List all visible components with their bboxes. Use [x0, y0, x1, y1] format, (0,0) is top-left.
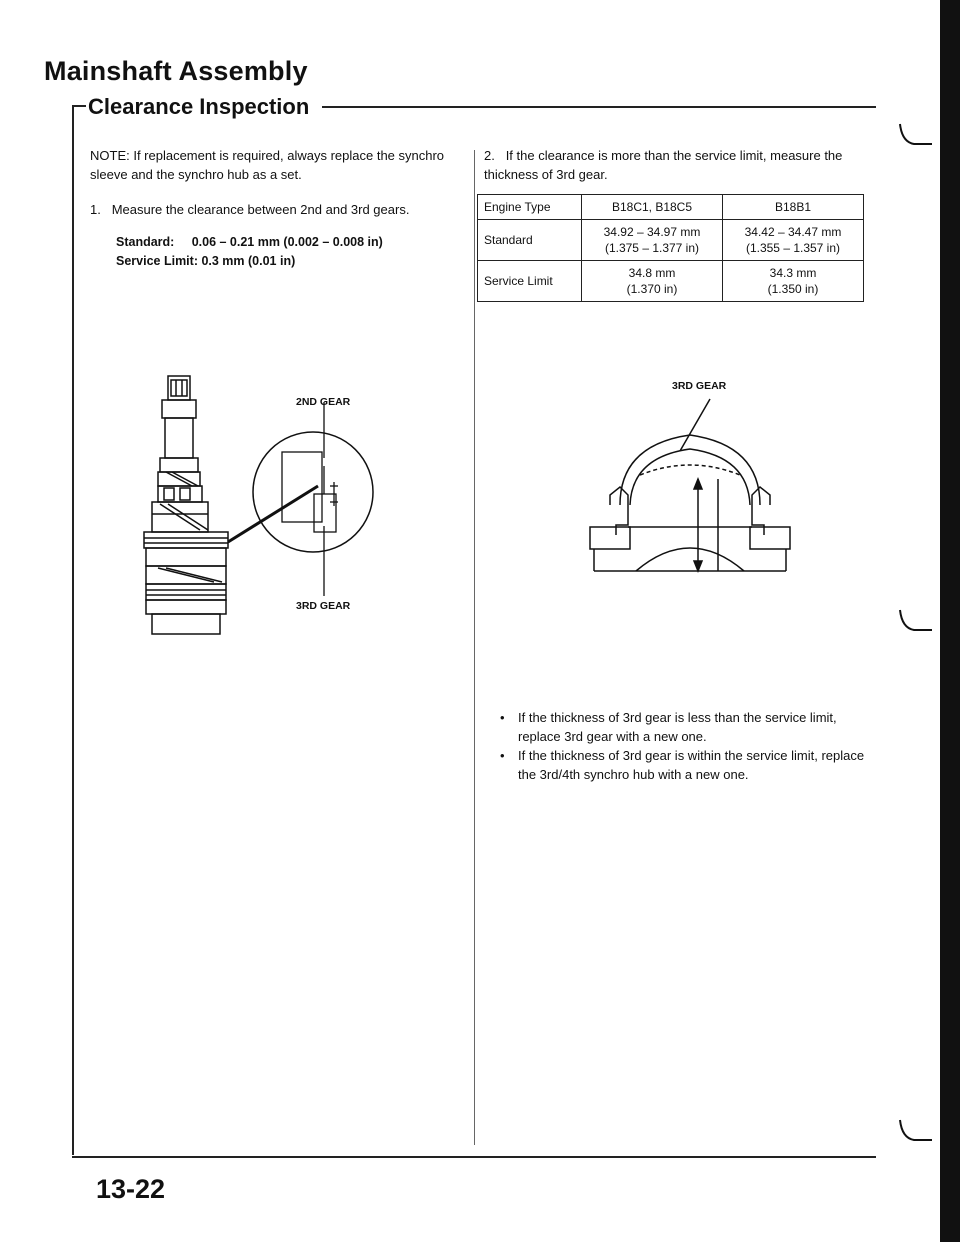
- figure-label-3rd-gear: 3RD GEAR: [296, 600, 351, 612]
- section-bracket-vertical: [72, 105, 74, 1155]
- list-item-text: If the thickness of 3rd gear is within the service limit, replace the 3rd/4th synchro hub with a new one.: [518, 748, 865, 782]
- cell-value: 34.3 mm: [769, 266, 817, 280]
- page-title: Mainshaft Assembly: [44, 56, 308, 86]
- third-gear-figure: [580, 395, 800, 585]
- list-item: [500, 746, 865, 784]
- footer-rule: [72, 1156, 876, 1158]
- step-2: [484, 146, 864, 184]
- cell-value-in: (1.375 – 1.377 in): [604, 241, 700, 255]
- section-bracket: [72, 105, 86, 107]
- list-item: [500, 708, 865, 746]
- note-text: NOTE: If replacement is required, always replace the synchro sleeve and the synchro hub as a set.: [90, 148, 445, 182]
- table-cell: [582, 261, 723, 302]
- standard-spec: Standard: 0.06 – 0.21 mm (0.002 – 0.008 in): [116, 235, 383, 249]
- list-item-text: If the thickness of 3rd gear is less than the service limit, replace 3rd gear with a new one.: [518, 710, 837, 744]
- page-number: 13-22: [96, 1174, 166, 1204]
- column-divider: [474, 150, 475, 1145]
- table-cell: [723, 261, 864, 302]
- scan-edge-marks: [880, 120, 940, 1220]
- bullet-icon: •: [500, 710, 505, 725]
- step-2-number: 2.: [484, 148, 495, 163]
- table-cell: [723, 220, 864, 261]
- table-row-label: Standard: [478, 220, 582, 261]
- figure-label-3rd-gear-thickness: 3RD GEAR: [672, 380, 727, 392]
- cell-value: 34.92 – 34.97 mm: [603, 225, 701, 239]
- table-row: [478, 261, 864, 302]
- step-1-text: Measure the clearance between 2nd and 3rd gears.: [111, 202, 410, 217]
- section-rule: [322, 106, 876, 108]
- table-header-row: [478, 195, 864, 220]
- cell-value-in: (1.355 – 1.357 in): [745, 241, 841, 255]
- bullet-icon: •: [500, 748, 505, 763]
- table-header: B18B1: [723, 195, 864, 220]
- table-row: [478, 220, 864, 261]
- step-2-text: If the clearance is more than the service limit, measure the thickness of 3rd gear.: [484, 148, 843, 182]
- table-header: Engine Type: [478, 195, 582, 220]
- spec-table: [477, 194, 864, 302]
- bullet-list: [500, 708, 865, 784]
- table-row-label: Service Limit: [478, 261, 582, 302]
- scan-edge-bar: [940, 0, 960, 1242]
- mainshaft-figure: [138, 366, 388, 652]
- step-1-number: 1.: [90, 202, 101, 217]
- cell-value-in: (1.350 in): [767, 282, 819, 296]
- section-title: Clearance Inspection: [88, 94, 310, 119]
- table-cell: [582, 220, 723, 261]
- cell-value: 34.42 – 34.47 mm: [744, 225, 842, 239]
- figure-label-2nd-gear: 2ND GEAR: [296, 396, 351, 408]
- service-limit-spec: Service Limit: 0.3 mm (0.01 in): [116, 254, 296, 268]
- cell-value: 34.8 mm: [628, 266, 676, 280]
- cell-value-in: (1.370 in): [626, 282, 678, 296]
- table-header: B18C1, B18C5: [582, 195, 723, 220]
- step-1: [90, 200, 460, 219]
